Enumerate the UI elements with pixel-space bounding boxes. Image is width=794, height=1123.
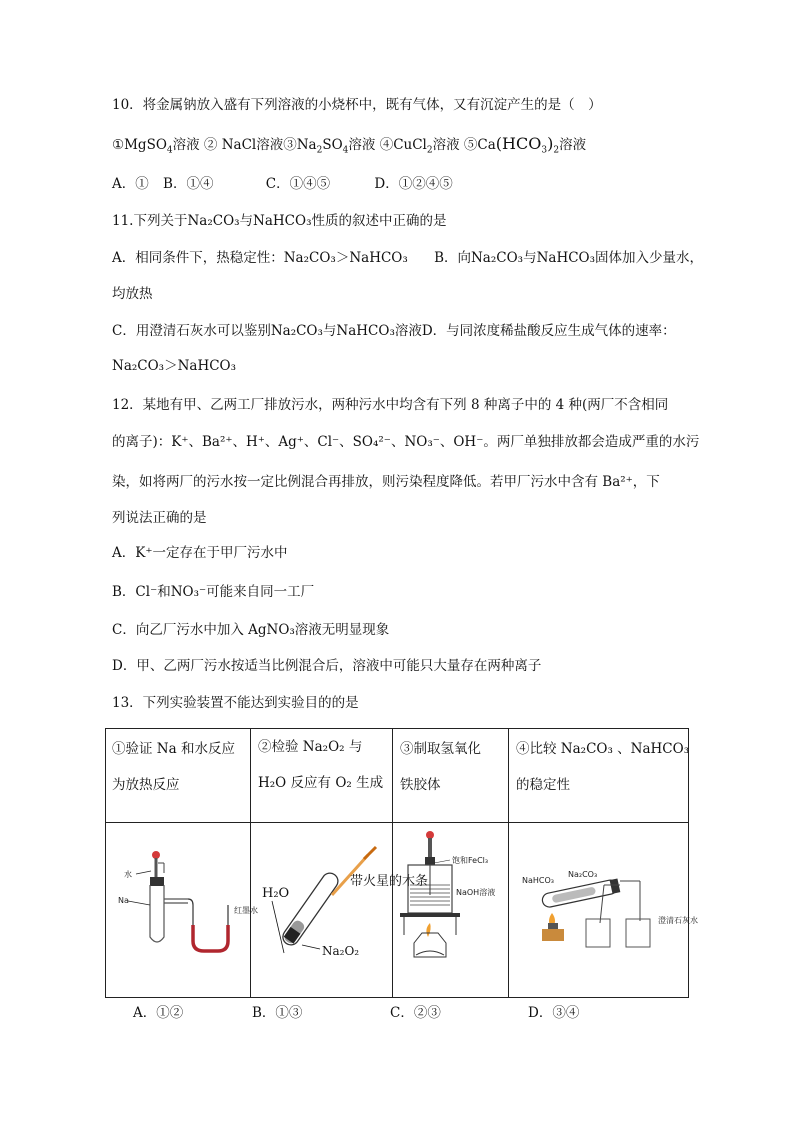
label-fecl3: 饱和FeCl₃ xyxy=(452,856,489,865)
figure-colloid xyxy=(392,825,508,997)
q12-option-c[interactable]: C．向乙厂污水中加入 AgNO₃溶液无明显现象 xyxy=(112,622,390,638)
q11-option-c-d xyxy=(112,321,676,341)
label-na2co3: Na₂CO₃ xyxy=(568,870,598,879)
q11-stem: 11.下列关于Na₂CO₃与NaHCO₃性质的叙述中正确的是 xyxy=(112,213,447,229)
q13-stem: 13．下列实验装置不能达到实验目的的是 xyxy=(112,695,359,711)
figure-stability xyxy=(508,825,698,997)
q13-choice-c[interactable]: C．②③ xyxy=(390,1005,441,1021)
q12-line1: 12．某地有甲、乙两工厂排放污水，两种污水中均含有下列 8 种离子中的 4 种(两厂不含相同 xyxy=(112,397,669,413)
label-h2o: H₂O xyxy=(262,886,290,901)
q13-choice-a[interactable]: A．①② xyxy=(133,1005,184,1021)
label-limewater: 澄清石灰水 xyxy=(658,916,698,925)
q10-stem: 10．将金属钠放入盛有下列溶液的小烧杯中，既有气体，又有沉淀产生的是（ ） xyxy=(112,97,602,113)
q12-line3: 染，如将两厂的污水按一定比例混合再排放，则污染程度降低。若甲厂污水中含有 Ba²⁺，下 xyxy=(112,474,660,490)
q13-choice-d[interactable]: D．③④ xyxy=(528,1005,580,1021)
q11-option-b[interactable]: B．向Na₂CO₃与NaHCO₃固体加入少量水， xyxy=(434,250,704,266)
label-naoh: NaOH溶液 xyxy=(456,888,496,897)
q12-option-a[interactable]: A．K⁺一定存在于甲厂污水中 xyxy=(112,545,288,561)
label-nahco3: NaHCO₃ xyxy=(522,876,554,885)
q10-options: ①MgSO$_4$溶液 ② NaCl溶液$③Na_2SO_4$溶液 ④CuCl$_2$溶液 $⑤Ca(HCO_3)_2$溶液 xyxy=(112,134,587,156)
q10-choice-d[interactable]: D．①②④⑤ xyxy=(374,176,453,192)
q12-line2: 的离子)：K⁺、Ba²⁺、H⁺、Ag⁺、Cl⁻、SO₄²⁻、NO₃⁻、OH⁻。两厂单独排放都会造成严重的水污 xyxy=(112,434,700,450)
q12-option-d[interactable]: D．甲、乙两厂污水按适当比例混合后，溶液中可能只大量存在两种离子 xyxy=(112,658,542,674)
q13-choice-b[interactable]: B．①③ xyxy=(252,1005,303,1021)
q11-option-d-cont: Na₂CO₃＞NaHCO₃ xyxy=(112,358,237,374)
q10-choice-a[interactable]: A．① xyxy=(112,176,149,192)
q10-choices xyxy=(112,174,453,194)
label-splint: 带火星的木条 xyxy=(350,874,429,889)
q10-choice-b[interactable]: B．①④ xyxy=(163,176,214,192)
q12-line4: 列说法正确的是 xyxy=(112,510,207,526)
q11-option-a[interactable]: A．相同条件下，热稳定性：Na₂CO₃＞NaHCO₃ xyxy=(112,250,408,266)
figure-na-water xyxy=(106,825,258,997)
label-na: Na xyxy=(118,896,129,905)
q11-option-c[interactable]: C．用澄清石灰水可以鉴别Na₂CO₃与NaHCO₃溶液 xyxy=(112,323,422,339)
label-red-ink: 红墨水 xyxy=(234,906,258,915)
q11-option-b-cont: 均放热 xyxy=(112,286,153,302)
label-na2o2: Na₂O₂ xyxy=(322,944,360,958)
q11-option-a-b xyxy=(112,248,703,268)
q11-option-d[interactable]: D．与同浓度稀盐酸反应生成气体的速率： xyxy=(421,323,676,339)
q13-table: ①验证 Na 和水反应 为放热反应 ②检验 Na₂O₂ 与 H₂O 反应有 O₂ 生成 ③制取氢氧化 铁胶体 ④比较 Na₂CO₃ 、NaHCO₃ 的稳定性 水 Na 红墨水 H₂O 带火星的木条 Na₂O₂ 饱和FeCl₃ NaOH溶液 NaHCO₃ Na₂CO₃ 澄清石灰水 xyxy=(105,728,689,998)
label-water: 水 xyxy=(124,870,132,879)
figure-na2o2-water xyxy=(250,825,429,997)
q10-choice-c[interactable]: C．①④⑤ xyxy=(265,176,331,192)
q12-option-b[interactable]: B．Cl⁻和NO₃⁻可能来自同一工厂 xyxy=(112,584,315,600)
